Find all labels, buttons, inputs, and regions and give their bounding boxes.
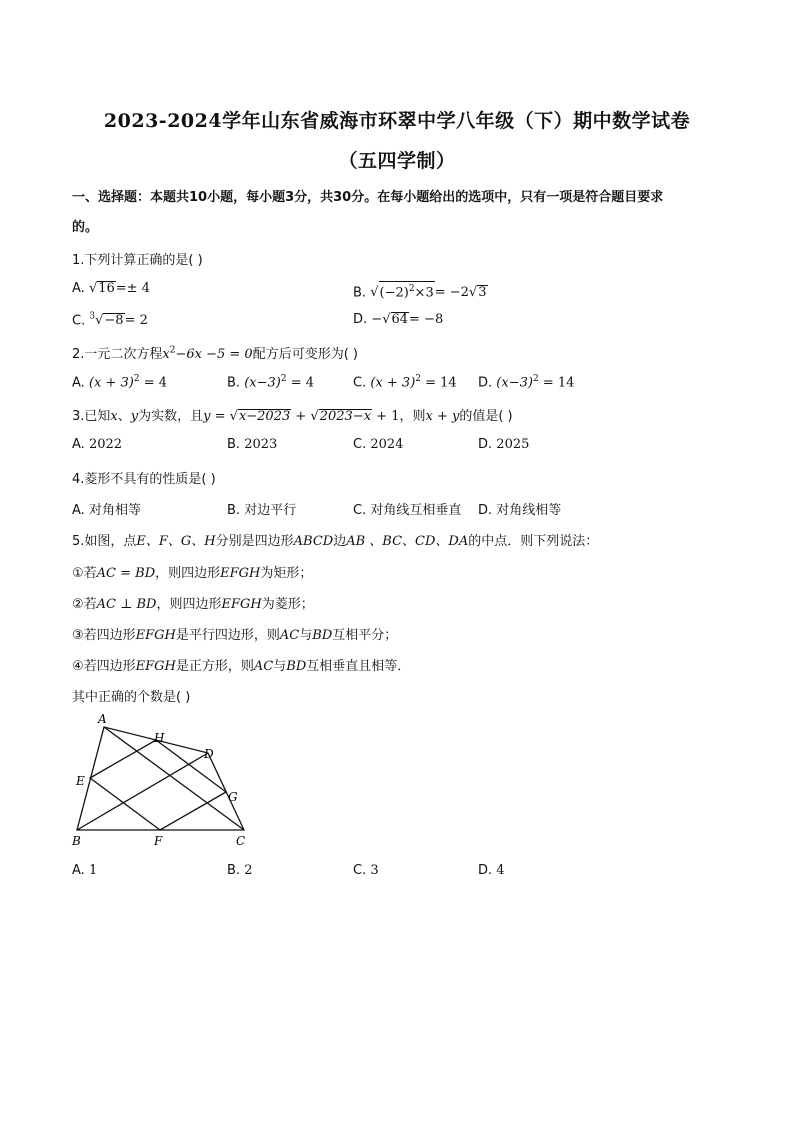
q5-statement-4: ④若四边形EFGH是正方形，则AC与BD互相垂直且相等． bbox=[72, 659, 411, 674]
q3-option-a: A. 2022 bbox=[72, 437, 123, 452]
q5-option-b: B. 2 bbox=[227, 863, 253, 878]
section-intro-line2: 的。 bbox=[72, 220, 99, 235]
q5-statement-3: ③若四边形EFGH是平行四边形，则AC与BD互相平分； bbox=[72, 628, 398, 643]
q4-option-b: B. 对边平行 bbox=[227, 503, 297, 518]
diagonal-bd bbox=[77, 753, 208, 830]
q2-option-a: A. $(x + 3)^2 = 4$ bbox=[72, 374, 168, 391]
q5-option-a: A. 1 bbox=[72, 863, 98, 878]
q5-statement-1: ①若AC = BD，则四边形EFGH为矩形； bbox=[72, 566, 313, 581]
label-e: E bbox=[76, 774, 85, 788]
label-d: D bbox=[204, 747, 214, 761]
q2-option-c: C. $(x + 3)^2 = 14$ bbox=[353, 374, 457, 391]
q5-figure bbox=[68, 710, 258, 855]
paper-subtitle: （五四学制） bbox=[338, 150, 456, 172]
q4-option-d: D. 对角线相等 bbox=[478, 503, 562, 518]
label-b: B bbox=[72, 834, 81, 848]
q4-option-a: A. 对角相等 bbox=[72, 503, 141, 518]
q2-option-d: D. $(x-3)^2 = 14$ bbox=[478, 374, 575, 391]
q3-stem: 3.已知x、y为实数，且y = √x−2023 + √2023−x + 1，则x + y的值是( ) bbox=[72, 409, 513, 424]
q3-option-d: D. 2025 bbox=[478, 437, 530, 452]
q1-option-d: D. −√64= −8 bbox=[353, 312, 444, 327]
paper-title: 2023-2024学年山东省威海市环翠中学八年级（下）期中数学试卷 bbox=[103, 110, 691, 132]
diagonal-ac bbox=[104, 727, 244, 830]
label-f: F bbox=[154, 834, 163, 848]
label-h: H bbox=[154, 731, 165, 745]
q5-option-c: C. 3 bbox=[353, 863, 379, 878]
q1-option-b: B. $√(-2)^2\times 3= -2√3$ bbox=[353, 281, 488, 300]
q1-stem: 1.下列计算正确的是( ) bbox=[72, 253, 203, 268]
q3-option-b: B. 2023 bbox=[227, 437, 278, 452]
q3-option-c: C. 2024 bbox=[353, 437, 404, 452]
label-c: C bbox=[236, 834, 246, 848]
q4-stem: 4.菱形不具有的性质是( ) bbox=[72, 472, 216, 487]
q5-statement-2: ②若AC ⊥ BD，则四边形EFGH为菱形； bbox=[72, 597, 314, 612]
q1-option-c: C. $^3$√−8= 2 bbox=[72, 312, 148, 329]
q2-stem: 2.一元二次方程$x^2-6x -5 = 0$配方后可变形为( ) bbox=[72, 345, 358, 362]
q5-stem: 5.如图，点E、F、G、H分别是四边形ABCD边AB 、BC、CD、DA的中点．则下列说法： bbox=[72, 534, 599, 549]
q4-option-c: C. 对角线互相垂直 bbox=[353, 503, 462, 518]
label-a: A bbox=[98, 712, 107, 726]
q1-option-a: A. √16=± 4 bbox=[72, 281, 150, 296]
section-intro-line1: 一、选择题：本题共10小题，每小题3分，共30分。在每小题给出的选项中，只有一项是符合题目要求 bbox=[72, 190, 664, 205]
q5-ask: 其中正确的个数是( ) bbox=[72, 690, 191, 705]
label-g: G bbox=[228, 790, 238, 804]
q5-option-d: D. 4 bbox=[478, 863, 505, 878]
q2-option-b: B. $(x-3)^2 = 4$ bbox=[227, 374, 315, 391]
